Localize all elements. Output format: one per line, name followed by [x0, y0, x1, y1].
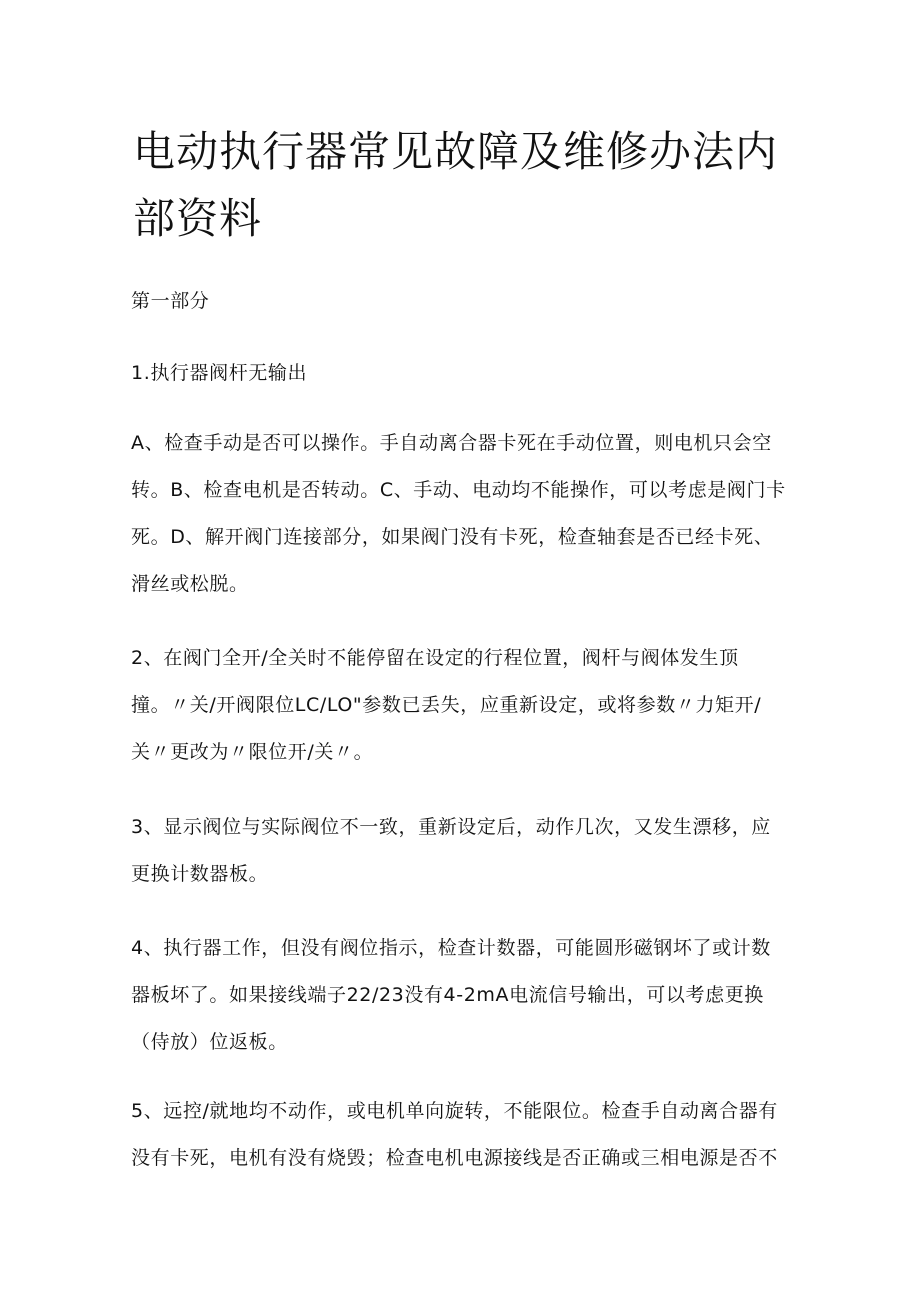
text-line: （侍放）位返板。: [131, 1031, 288, 1053]
text-line: 器板坏了。如果接线端子22/23没有4-2mA电流信号输出，可以考虑更换: [131, 984, 764, 1006]
document-title: [133, 118, 793, 252]
text-line: 没有卡死，电机有没有烧毁；检查电机电源接线是否正确或三相电源是否不: [131, 1147, 778, 1169]
item-5-paragraph: [131, 1088, 796, 1182]
item-1-body: [131, 420, 796, 608]
text-line: A、检查手动是否可以操作。手自动离合器卡死在手动位置，则电机只会空: [131, 432, 772, 454]
section-heading: 第一部分: [131, 290, 210, 312]
text-line: 更换计数器板。: [131, 863, 269, 885]
text-line: 撞。〃关/开阀限位LC/LO"参数已丢失，应重新设定，或将参数〃力矩开/: [131, 694, 762, 716]
item-3-paragraph: [131, 804, 796, 898]
text-line: 死。D、解开阀门连接部分，如果阀门没有卡死，检查轴套是否已经卡死、: [131, 526, 774, 548]
text-line: 3、显示阀位与实际阀位不一致，重新设定后，动作几次，又发生漂移，应: [131, 816, 771, 838]
text-line: 转。B、检查电机是否转动。C、手动、电动均不能操作，可以考虑是阀门卡: [131, 479, 786, 501]
text-line: 4、执行器工作，但没有阀位指示，检查计数器，可能圆形磁钢坏了或计数: [131, 937, 771, 959]
text-line: 滑丝或松脱。: [131, 573, 249, 595]
item-4-paragraph: [131, 925, 796, 1066]
title-line: 电动执行器常见故障及维修办法内: [133, 127, 779, 176]
text-line: 2、在阀门全开/全关时不能停留在设定的行程位置，阀杆与阀体发生顶: [131, 647, 739, 669]
text-line: 5、远控/就地均不动作，或电机单向旋转，不能限位。检查手自动离合器有: [131, 1100, 778, 1122]
item-1-heading: 1.执行器阀杆无输出: [131, 362, 308, 384]
text-line: 关〃更改为〃限位开/关〃。: [131, 741, 374, 763]
item-2-paragraph: [131, 635, 796, 776]
title-line: 部资料: [133, 194, 263, 243]
